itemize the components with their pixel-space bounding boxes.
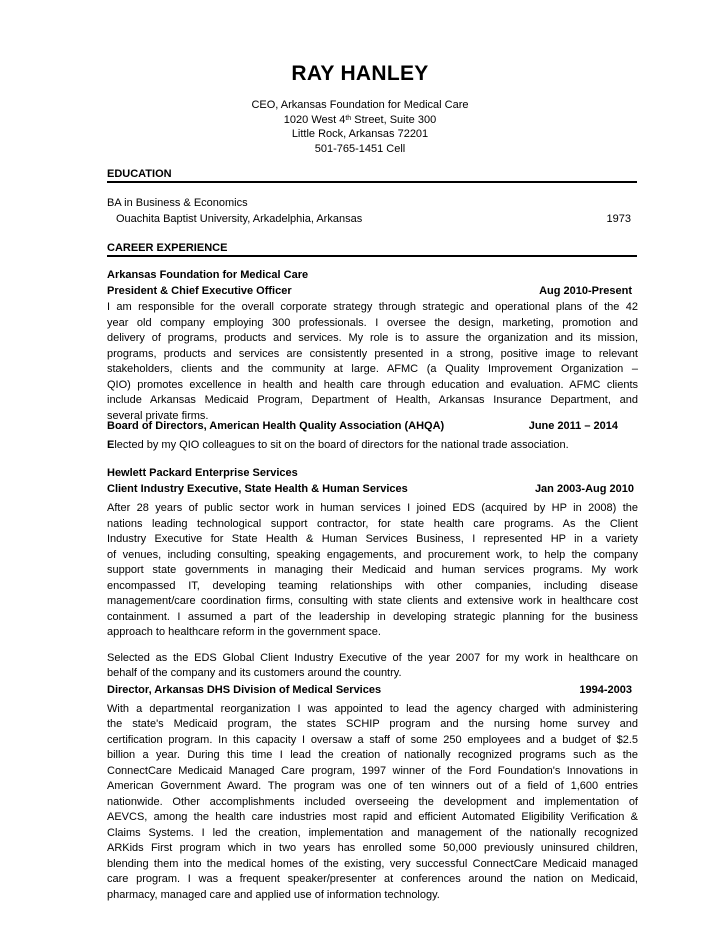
text-line: nations leading technological support contractor, for state health care programs. As the Client	[107, 517, 638, 530]
text-line: nationwide. Other accomplishments included overseeing the development and implementation of	[107, 795, 638, 808]
city-line: Little Rock, Arkansas 72201	[291, 128, 429, 140]
degree: BA in Business & Economics	[107, 197, 248, 209]
employer-name: Arkansas Foundation for Medical Care	[107, 269, 309, 281]
text-line: ARKids First program which in two years has enrolled some 50,000 previously uninsured children,	[107, 842, 638, 854]
text-line: billion a year. During this time I lead the creation of nationally recognized programs such as the	[107, 749, 638, 761]
text-line: Selected as the EDS Global Client Industry Executive of the year 2007 for my work in healthcare on	[107, 651, 638, 664]
text-line: encompassed IT, developing teaming relationships with other companies, including disease	[107, 579, 638, 592]
job-role: Client Industry Executive, State Health & Human Services	[107, 482, 408, 495]
job-ahqa	[107, 419, 638, 453]
text-line: With a departmental reorganization I was appointed to lead the agency charged with administering	[107, 702, 638, 715]
text-line: of venues, including consulting, speaking engagements, and procurement work, to help the company	[107, 548, 638, 561]
job-description	[107, 702, 638, 904]
text-line: American Government Award. The program was one of ten winners out of a field of 1,600 entries	[107, 780, 638, 792]
text-line: blending them into the medical homes of the existing, very successful ConnectCare Medicaid managed	[107, 857, 638, 870]
job-role: President & Chief Executive Officer	[107, 284, 292, 297]
job-afmc	[107, 268, 638, 424]
employer-name: Hewlett Packard Enterprise Services	[107, 467, 298, 479]
job-dates: Jan 2003-Aug 2010	[534, 482, 634, 495]
education-block	[107, 196, 638, 227]
text-line: certification program. In this capacity I oversaw a staff of some 250 employees and a budget of $2.5	[107, 733, 638, 746]
job-title: CEO, Arkansas Foundation for Medical Care	[251, 99, 469, 111]
text-line: the state's Medicaid program, the states SCHIP program and the nursing home survey and	[107, 718, 638, 730]
text-line: After 28 years of public sector work in human services I joined EDS (acquired by HP in 2008) the	[107, 502, 638, 514]
text-line: pharmacy, managed care and applied use of information technology.	[107, 888, 440, 901]
education-heading: EDUCATION	[107, 168, 637, 183]
job-dhs	[107, 683, 638, 903]
contact-block	[0, 98, 720, 156]
job-role: Director, Arkansas DHS Division of Medical Services	[107, 684, 382, 696]
text-line: stakeholders, clients and the community at large. AFMC (a Quality Improvement Organization –	[107, 363, 638, 375]
text-line: year old company employing 300 professionals. I oversee the design, marketing, promotion and	[107, 316, 638, 329]
career-heading: CAREER EXPERIENCE	[107, 242, 637, 257]
graduation-year: 1973	[606, 212, 631, 225]
job-dates: 1994-2003	[579, 684, 632, 696]
job-description: Elected by my QIO colleagues to sit on the board of directors for the national trade association.	[107, 438, 569, 451]
award-description	[107, 651, 638, 682]
text-line: QIO) promotes excellence in health and health care through education and evaluation. AFMC clients	[107, 378, 638, 391]
text-line: programs, products and services are consistently presented in a strong, positive image to relevant	[107, 347, 638, 360]
text-line: AEVCS, among the health care industries most rapid and efficient Automated Eligibility Verification &	[107, 811, 638, 823]
job-description	[107, 300, 638, 424]
text-line: containment. I assumed a part of the leadership in developing strategic planning for the business	[107, 610, 638, 623]
job-dates: June 2011 – 2014	[528, 420, 618, 432]
phone-line: 501-765-1451 Cell	[314, 142, 406, 155]
text-line: ConnectCare Medicaid Managed Care program, 1997 winner of the Ford Foundation's Innovations in	[107, 764, 638, 777]
text-line: several private firms.	[107, 409, 209, 422]
text-line: approach to healthcare reform in the government space.	[107, 626, 381, 638]
text-line: behalf of the company and its customers around the country.	[107, 667, 402, 679]
text-line: include Arkansas Medicaid Program, Department of Health, Arkansas Insurance Department, and	[107, 394, 638, 406]
text-line: care program. I was a frequent speaker/presenter at conferences around the nation on Medicaid,	[107, 873, 638, 885]
text-line: management/care coordination firms, consulting with state clients and extensive work in healthcare cost	[107, 595, 638, 607]
text-line: I am responsible for the overall corporate strategy through strategic and operational plans of the 42	[107, 301, 638, 313]
text-line: support state governments in managing their Medicaid and human services programs. My work	[107, 564, 638, 576]
text-line: delivery of programs, products and services. My role is to assure the organization and its mission,	[107, 332, 638, 344]
job-hp	[107, 466, 638, 682]
resume-name: RAY HANLEY	[291, 62, 429, 85]
job-dates: Aug 2010-Present	[539, 284, 632, 297]
text-line: Claims Systems. I led the creation, implementation and management of the nationally recognized	[107, 826, 638, 839]
job-description	[107, 501, 638, 641]
school: Ouachita Baptist University, Arkadelphia, Arkansas	[116, 212, 363, 225]
job-role: Board of Directors, American Health Quality Association (AHQA)	[107, 420, 445, 432]
street-address: 1020 West 4th Street, Suite 300	[283, 113, 437, 126]
text-line: Industry Executive for State Health & Human Services Business, I represented HP in a variety	[107, 533, 638, 545]
